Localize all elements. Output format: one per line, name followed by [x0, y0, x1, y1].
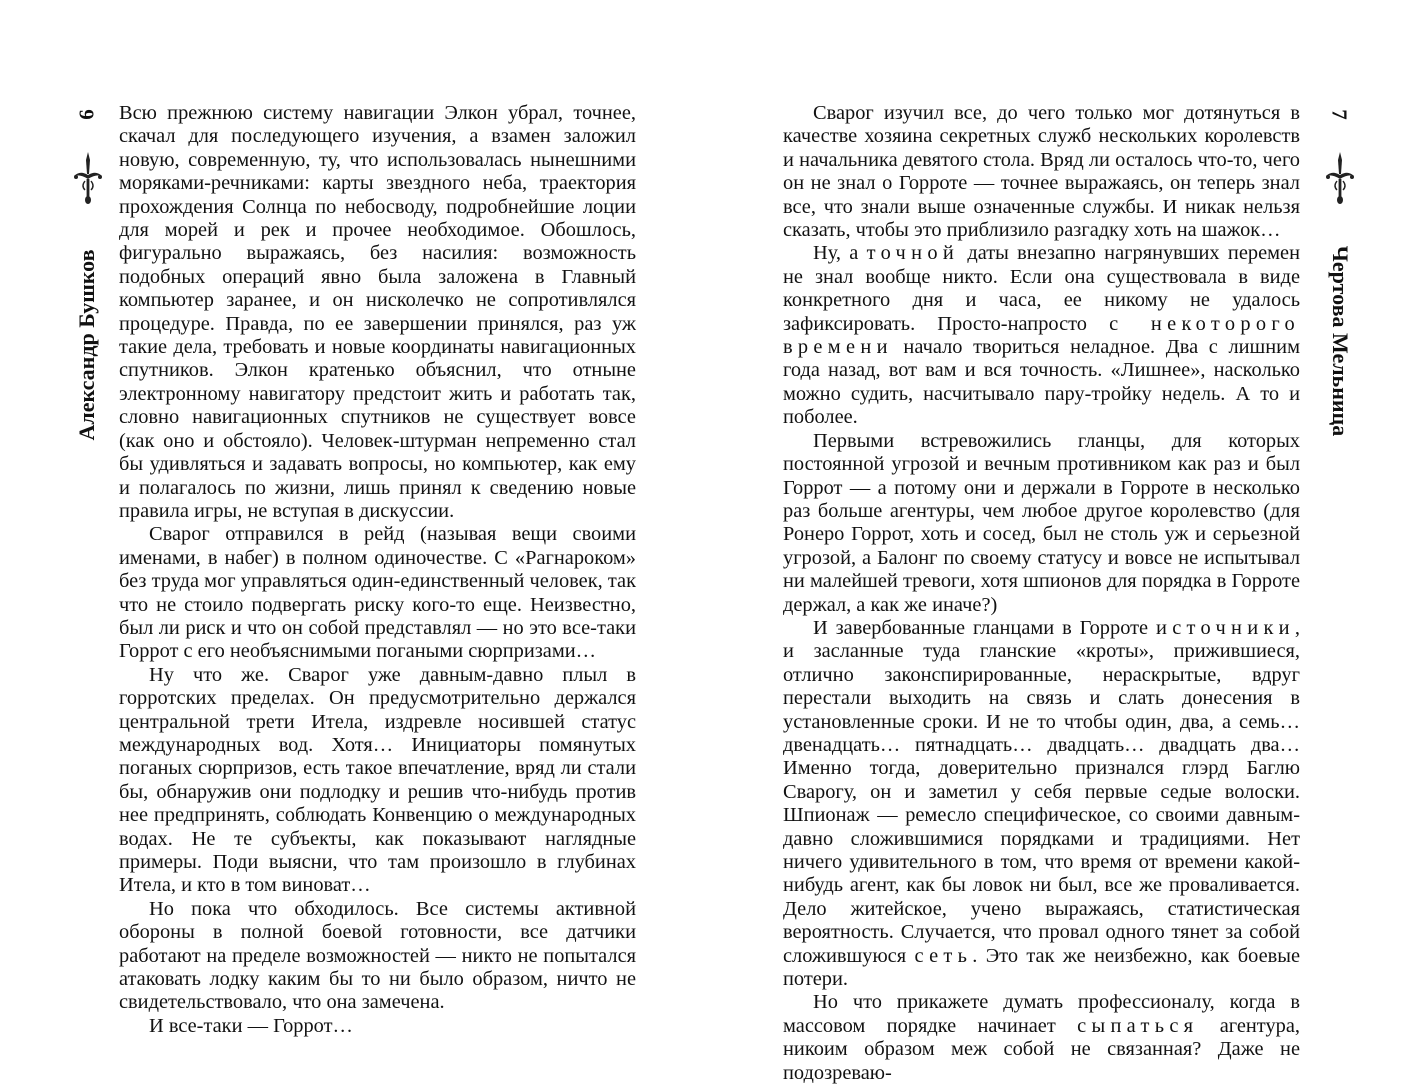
- text-run: Но пока что обходилось. Все системы активной обороны в полной боевой готовности, все датчики работают на пределе возможностей — никто не попытался атаковать лодку каким бы то ни было образом, ничто не свидетельствовало, что она замечена.: [119, 897, 636, 1014]
- right-page: [712, 0, 1424, 1084]
- text-run: Сварог отправился в рейд (называя вещи своими именами, в набег) в полном одиночестве. С «Рагнароком» без труда мог управляться один-единственный человек, так что не стоило подвергать риску кого-то еще. Неизвестно, был ли риск и что он собой представлял — но это все-таки Горрот с его необъяснимыми погаными сюрпризами…: [119, 523, 636, 663]
- text-run: Сварог изучил все, до чего только мог дотянуться в качестве хозяина секретных служб нескольких королевств и начальника девятого стола. Вряд ли осталось что-то, чего он не знал о Горроте — точнее выражаясь, он теперь знал все, что знали выше означенные службы. И никак нельзя сказать, чтобы это приблизило разгадку хоть на шажок…: [783, 102, 1300, 242]
- page-number: 7: [1327, 109, 1352, 120]
- dagger-ornament-icon: [1320, 148, 1360, 208]
- text-run: даты внезапно нагрянувших перемен не знал вообще никто. Если она существовала в виде конкретного дня и часа, ее никому не удалось зафиксировать. Просто-напросто: [783, 242, 1300, 335]
- paragraph: [783, 102, 1300, 242]
- text-run: Ну, а: [813, 242, 867, 265]
- running-head-author: Александр Бушков: [74, 249, 99, 441]
- text-run: И завербованные гланцами в Горроте: [813, 616, 1156, 639]
- spaced-emphasis: источники: [1155, 616, 1295, 639]
- spaced-emphasis: сеть: [914, 944, 973, 967]
- dagger-ornament-icon: [68, 148, 108, 208]
- paragraph: [119, 102, 636, 523]
- page-number: 6: [74, 109, 99, 120]
- text-run: . Это так же неизбежно, как боевые потери.: [783, 944, 1300, 991]
- text-run: Первыми встревожились гланцы, для которых постоянной угрозой и вечным противником как раз и был Горрот — а потому они и держали в Горроте в несколько раз больше агентуры, чем любое другое королевство (для Ронеро Горрот, хоть и сосед, был не столь уж и серьезной угрозой, а Балонг по своему статусу и вовсе не испытывал ни малейшей тревоги, хотя шпионов для порядка в Горроте держал, а как же иначе?): [783, 429, 1300, 616]
- running-head-title: Чертова Мельница: [1328, 245, 1353, 437]
- text-run: Всю прежнюю систему навигации Элкон убрал, точнее, скачал для последующего изучения, а взамен заложил новую, современную, ту, что использовалась нынешними моряками-речниками: карты звездного неба, траектория прохождения Солнца по небосводу, подробнейшие лоции для морей и рек и прочее необходимое. Обошлось, фигурально выражаясь, без насилия: возможность подобных операций явно была заложена в Главный компьютер заранее, и он нисколечко не сопротивлялся процедуре. Правда, по ее завершении принялся, раз уж такие дела, требовать и новые координаты навигационных спутников. Элкон кратенько объяснил, что отныне электронному навигатору предстоит жить и работать так, словно навигационных спутников не существует вовсе (как оно и обстояло). Человек-штурман непременно стал бы удивляться и задавать вопросы, но компьютер, как ему и полагалось по жизни, лишь принял к сведению новые правила игры, не вступая в дискуссии.: [119, 102, 636, 522]
- right-body-text: [783, 102, 1300, 1085]
- paragraph: [119, 523, 636, 663]
- left-body-text: [119, 102, 636, 1038]
- spaced-emphasis: с некоторого времени: [783, 312, 1300, 359]
- paragraph: [783, 991, 1300, 1085]
- paragraph: [783, 242, 1300, 429]
- spaced-emphasis: точной: [866, 242, 960, 265]
- paragraph: [783, 617, 1300, 992]
- text-run: , и засланные туда гланские «кроты», прижившиеся, отлично законспирированные, нераскрытые, вдруг перестали выходить на связь и слать донесения в установленные сроки. И не то чтобы один, два, а семь… двенадцать… пятнадцать… двадцать… двадцать два… Именно тогда, доверительно признался глэрд Баглю Сварогу, он и заметил у себя первые седые волоски. Шпионаж — ремесло специфическое, со своими давным-давно сложившимися порядками и традициями. Нет ничего удивительного в том, что время от времени какой-нибудь агент, как бы ловок ни был, все же проваливается. Дело житейское, учено выражаясь, статистическая вероятность. Случается, что провал одного тянет за собой сложившуюся: [783, 616, 1300, 967]
- text-run: агентура, никоим образом меж собой не связанная? Даже не подозреваю-: [783, 1014, 1300, 1084]
- text-run: Но что прикажете думать профессионалу, когда в массовом порядке начинает: [783, 991, 1300, 1037]
- text-run: Ну что же. Сварог уже давным-давно плыл в горротских пределах. Он предусмотрительно держался центральной трети Итела, издревле носившей статус международных вод. Хотя… Инициаторы помянутых поганых сюрпризов, есть такое впечатление, вряд ли стали бы, обнаружив они подлодку и решив что-нибудь против нее предпринять, соблюдать Конвенцию о международных водах. Не те субъекты, как показывают наглядные примеры. Поди выясни, что там произошло в глубинах Итела, и кто в том виноват…: [119, 663, 636, 897]
- text-run: начало твориться неладное. Два с лишним года назад, вот вам и вся точность. «Лишнее», насколько можно судить, насчитывало пару-тройку недель. А то и поболее.: [783, 336, 1300, 429]
- paragraph: [783, 430, 1300, 617]
- left-page: [0, 0, 712, 1080]
- paragraph: [119, 898, 636, 1015]
- text-run: И все-таки — Горрот…: [149, 1014, 353, 1037]
- spaced-emphasis: сыпаться: [1077, 1014, 1199, 1037]
- paragraph: [119, 1015, 636, 1038]
- paragraph: [119, 664, 636, 898]
